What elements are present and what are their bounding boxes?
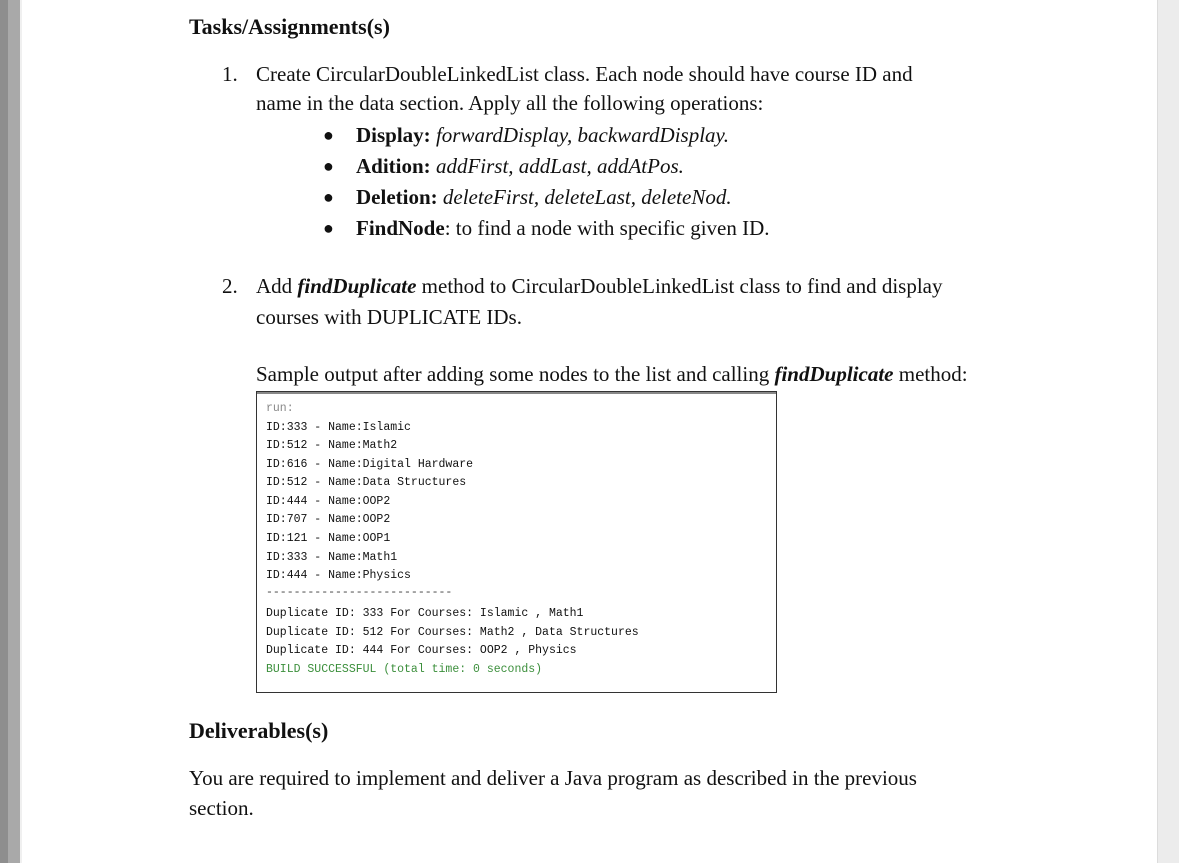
console-duplicate-line: Duplicate ID: 333 For Courses: Islamic , Math1 [266,607,584,620]
console-entry: ID:616 - Name:Digital Hardware [266,458,474,471]
bullet-icon: ● [323,218,334,238]
console-separator: --------------------------- [266,586,453,599]
bullet-icon: ● [323,125,334,145]
console-entry: ID:444 - Name:OOP2 [266,495,391,508]
console-entry: ID:707 - Name:OOP2 [266,513,391,526]
bullet-icon: ● [323,187,334,207]
console-output-box [256,391,777,693]
item-2-line-2: courses with DUPLICATE IDs. [256,305,522,329]
console-entry: ID:333 - Name:Islamic [266,421,411,434]
bullet-icon: ● [323,156,334,176]
console-duplicate-line: Duplicate ID: 512 For Courses: Math2 , Data Structures [266,626,639,639]
console-duplicate-line: Duplicate ID: 444 For Courses: OOP2 , Physics [266,644,577,657]
bullet-item-addition: Adition: addFirst, addLast, addAtPos. [356,154,684,178]
console-entry: ID:444 - Name:Physics [266,569,411,582]
console-entry: ID:333 - Name:Math1 [266,551,398,564]
bullet-item-display: Display: forwardDisplay, backwardDisplay. [356,123,729,147]
item-1-line-1: Create CircularDoubleLinkedList class. Each node should have course ID and [256,62,913,86]
window-left-edge [0,0,20,863]
tasks-heading: Tasks/Assignments(s) [189,14,390,39]
console-entry: ID:121 - Name:OOP1 [266,532,391,545]
sample-output-caption: Sample output after adding some nodes to the list and calling findDuplicate method: [256,362,968,386]
deliverables-heading: Deliverables(s) [189,718,329,743]
console-entry: ID:512 - Name:Data Structures [266,476,467,489]
bullet-item-findnode: FindNode: to find a node with specific given ID. [356,216,770,240]
deliverables-line-1: You are required to implement and deliver a Java program as described in the previous [189,766,917,790]
item-1-line-2: name in the data section. Apply all the following operations: [256,91,764,115]
console-run-line: run: [266,402,294,415]
bullet-item-deletion: Deletion: deleteFirst, deleteLast, deleteNod. [356,185,732,209]
item-2-line-1: Add findDuplicate method to CircularDoubleLinkedList class to find and display [256,274,943,298]
console-entry: ID:512 - Name:Math2 [266,439,398,452]
item-1-number: 1. [222,62,238,86]
console-build-status: BUILD SUCCESSFUL (total time: 0 seconds) [266,663,543,676]
scroll-gutter [1157,0,1179,863]
item-2-number: 2. [222,274,238,298]
deliverables-line-2: section. [189,796,254,820]
